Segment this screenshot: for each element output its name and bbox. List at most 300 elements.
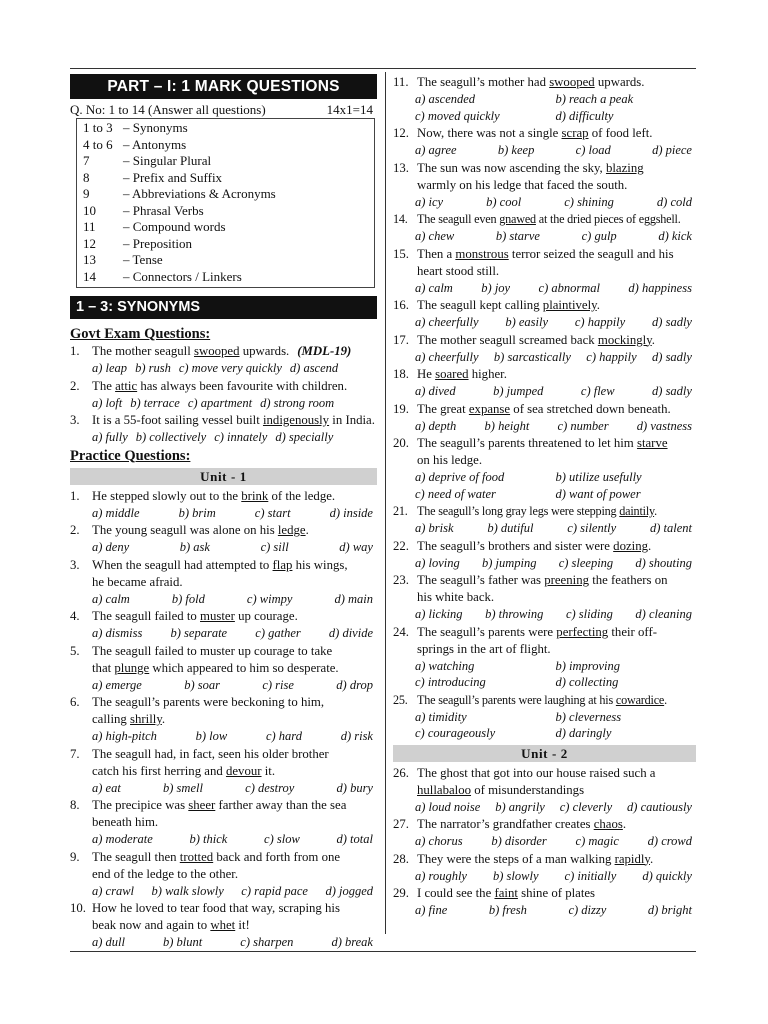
question-text-post: . [648, 538, 652, 553]
question-number: 23. [393, 573, 409, 587]
top-rule [70, 68, 696, 69]
option: c) number [557, 418, 609, 433]
syllabus-topic: – Synonyms [123, 120, 188, 135]
question-block [70, 343, 377, 377]
syllabus-row [83, 269, 374, 286]
syllabus-topic: – Phrasal Verbs [123, 202, 204, 218]
option: d) inside [329, 505, 373, 520]
question-row [393, 435, 696, 452]
option-list [70, 429, 377, 446]
question-row [70, 917, 377, 934]
question-text [417, 538, 696, 555]
question-text-post: it! [235, 918, 250, 932]
question-row [70, 814, 377, 831]
question-text-pre: The seagull’s mother had [417, 75, 550, 89]
option: a) roughly [415, 868, 467, 883]
question-block [70, 488, 377, 522]
question-row [393, 160, 696, 177]
syllabus-row [83, 236, 374, 253]
govt-question-list [70, 343, 377, 446]
question-number [70, 763, 92, 780]
question-block [70, 378, 377, 412]
option: d) shouting [635, 555, 692, 570]
question-block [393, 332, 696, 366]
syllabus-row [83, 219, 374, 236]
option: a) calm [92, 591, 130, 606]
question-text [92, 660, 377, 677]
option: a) chorus [415, 834, 463, 848]
govt-heading: Govt Exam Questions: [70, 326, 211, 342]
question-text-post: their off- [608, 624, 657, 639]
question-block [70, 522, 377, 556]
question-text-pre: Then a [417, 246, 456, 261]
question-text-post: back and forth from one [213, 849, 341, 864]
option: c) sill [260, 540, 289, 554]
option-list [393, 658, 696, 691]
option: b) walk slowly [151, 883, 224, 898]
option: b) height [484, 418, 530, 433]
question-text-post: terror seized the seagull and his [508, 246, 674, 261]
question-number: 6. [70, 695, 80, 709]
option: a) crawl [92, 883, 135, 898]
qno-text: Q. No: 1 to 14 (Answer all questions) [70, 102, 266, 117]
option: a) timidity [415, 709, 467, 724]
question-text [417, 160, 696, 177]
option-list [393, 194, 696, 211]
question-text-post: of sea stretched down beneath. [510, 401, 671, 416]
question-instructions [70, 101, 377, 118]
question-block [70, 849, 377, 900]
question-number: 3. [70, 413, 80, 427]
question-text [417, 177, 696, 194]
question-number: 1. [70, 344, 80, 358]
question-text [92, 917, 377, 934]
question-number: 22. [393, 538, 409, 553]
question-text-pre: The young seagull was alone on his [92, 523, 278, 537]
option: b) soar [184, 677, 220, 692]
question-row [393, 692, 696, 709]
option: d) ascend [289, 361, 339, 375]
option: c) happily [574, 315, 626, 329]
question-text [417, 885, 696, 902]
question-number: 18. [393, 367, 409, 381]
question-text-pre: he became afraid. [92, 574, 183, 589]
option: c) load [575, 143, 611, 157]
question-text-post: up courage. [234, 609, 298, 623]
question-row [393, 401, 696, 418]
option: d) kick [658, 229, 692, 243]
question-number: 5. [70, 643, 80, 658]
option: c) cleverly [559, 799, 613, 814]
question-row [393, 624, 696, 641]
question-text-pre: The seagull’s long gray legs were stepping [417, 504, 620, 518]
option: a) loud noise [415, 799, 481, 814]
question-text-pre: The ghost that got into our house raised such a [417, 765, 656, 780]
syllabus-row [83, 120, 374, 137]
question-number: 7. [70, 746, 80, 761]
option: b) cool [486, 194, 522, 209]
option-list [393, 383, 696, 400]
option: c) happily [586, 349, 637, 364]
question-text-post: . [651, 332, 655, 347]
question-text-pre: How he loved to tear food that way, scraping his [92, 901, 340, 915]
syllabus-range: 1 to 3 [83, 120, 113, 135]
section-title: 1 – 3: SYNONYMS [70, 296, 377, 319]
option: d) vastness [636, 418, 692, 433]
syllabus-row [83, 203, 374, 220]
key-word: dozing [613, 538, 649, 553]
question-number [70, 711, 92, 728]
question-number: 3. [70, 557, 80, 572]
question-row [70, 522, 377, 539]
question-block [393, 885, 696, 919]
question-text-pre: The seagull even [417, 212, 500, 226]
question-row [393, 74, 696, 91]
question-text [417, 782, 696, 799]
option: d) divide [328, 626, 373, 640]
key-word: trotted [179, 849, 214, 864]
option-list [393, 280, 696, 297]
option: c) destroy [245, 780, 295, 795]
option: b) starve [495, 229, 540, 243]
question-block [70, 608, 377, 642]
question-text-pre: end of the ledge to the other. [92, 866, 239, 881]
question-row [70, 900, 377, 917]
question-text [417, 765, 696, 782]
option: d) drop [336, 677, 373, 692]
question-text [92, 763, 377, 780]
question-text-pre: They were the steps of a man walking [417, 851, 615, 866]
option: d) cold [656, 194, 692, 209]
option: b) rush [135, 361, 171, 375]
question-number: 9. [70, 849, 80, 864]
option-list [70, 625, 377, 642]
question-number: 20. [393, 436, 409, 450]
option: d) sadly [652, 349, 692, 364]
question-row [70, 557, 377, 574]
question-number: 25. [393, 692, 408, 707]
marks: 14x1=14 [326, 102, 373, 117]
question-text [417, 692, 696, 709]
option: b) sarcastically [493, 349, 571, 364]
question-row [393, 538, 696, 555]
option-list [393, 314, 696, 331]
question-text-pre: warmly on his ledge that faced the south. [417, 177, 628, 192]
option: d) jogged [325, 883, 373, 898]
option: c) gulp [581, 229, 617, 243]
question-text-pre: his white back. [417, 590, 495, 604]
question-number [70, 917, 92, 934]
question-block [393, 297, 696, 331]
syllabus-row [83, 137, 374, 154]
syllabus-range: 7 [83, 153, 90, 168]
question-number: 29. [393, 886, 409, 900]
option: d) cleaning [635, 607, 692, 621]
question-text-pre: The [92, 378, 116, 393]
option: b) keep [497, 143, 535, 157]
question-text [92, 378, 377, 395]
question-row [393, 263, 696, 280]
option: a) loving [415, 555, 460, 570]
question-number: 2. [70, 378, 80, 393]
question-row [393, 572, 696, 589]
option-list [70, 591, 377, 608]
option: a) agree [415, 143, 457, 157]
question-block [393, 366, 696, 400]
option: d) piece [652, 143, 692, 157]
option: b) ask [179, 540, 210, 554]
option: d) break [331, 935, 373, 949]
option-list [393, 469, 696, 502]
question-block [393, 851, 696, 885]
option: b) utilize usefully [555, 470, 642, 484]
option: d) collecting [555, 675, 619, 689]
question-text-pre: that [92, 660, 115, 675]
option: a) fully [92, 430, 128, 444]
key-word: monstrous [455, 246, 509, 261]
option: c) slow [264, 832, 300, 846]
question-block [70, 694, 377, 745]
option-list [393, 91, 696, 124]
question-number [393, 589, 417, 606]
option: c) rise [262, 677, 294, 692]
option-list [393, 142, 696, 159]
question-row [70, 711, 377, 728]
question-row [393, 641, 696, 658]
option-list [70, 539, 377, 556]
question-row [70, 643, 377, 660]
syllabus-topic: – Abbreviations & Acronyms [123, 186, 276, 201]
question-text [417, 435, 696, 452]
question-text [92, 694, 377, 711]
option-list [393, 606, 696, 623]
question-row [70, 660, 377, 677]
key-word: brink [241, 488, 269, 503]
question-block [393, 125, 696, 159]
question-number [70, 814, 92, 831]
option: a) middle [92, 505, 140, 520]
question-number: 17. [393, 332, 409, 347]
option: a) licking [415, 607, 463, 621]
question-row [393, 816, 696, 833]
syllabus-range: 4 to 6 [83, 136, 113, 152]
question-number: 1. [70, 488, 80, 503]
option-list [393, 418, 696, 435]
question-text-post: . [161, 712, 166, 726]
option-list [393, 799, 696, 816]
option: b) terrace [130, 395, 180, 410]
key-word: cowardice [615, 692, 665, 707]
option: b) low [195, 729, 228, 743]
option: b) reach a peak [555, 92, 634, 106]
question-text-pre: calling [92, 712, 131, 726]
syllabus-topic: – Prefix and Suffix [123, 169, 223, 185]
option: c) apartment [187, 395, 253, 410]
question-number: 13. [393, 160, 409, 175]
option: c) innately [214, 430, 268, 444]
question-text-pre: The mother seagull [92, 344, 194, 358]
question-text-post: farther away than the sea [215, 798, 347, 812]
question-number: 21. [393, 504, 408, 518]
right-column [393, 74, 696, 920]
question-row [393, 246, 696, 263]
key-word: sheer [188, 798, 216, 812]
option: a) deny [92, 540, 130, 554]
question-block [393, 765, 696, 816]
option: c) sliding [565, 607, 613, 621]
question-row [70, 343, 377, 360]
question-number: 28. [393, 851, 409, 866]
key-word: blazing [605, 160, 644, 175]
option: c) wimpy [246, 591, 293, 606]
option-list [70, 883, 377, 900]
question-text [92, 557, 377, 574]
question-text-pre: The seagull failed to muster up courage to take [92, 643, 333, 658]
option: c) start [254, 505, 291, 520]
syllabus-range: 12 [83, 235, 96, 251]
question-row [393, 885, 696, 902]
question-block [70, 412, 377, 446]
option: b) disorder [491, 834, 547, 848]
option: c) flew [580, 384, 615, 398]
option: a) cheerfully [415, 315, 479, 329]
question-number [393, 177, 417, 194]
question-number: 12. [393, 126, 409, 140]
option: b) joy [481, 280, 511, 295]
option: a) chew [415, 229, 455, 243]
question-row [393, 851, 696, 868]
left-question-list [70, 488, 377, 951]
syllabus-range: 13 [83, 252, 96, 267]
question-text [92, 814, 377, 831]
syllabus-range: 11 [83, 219, 96, 234]
question-text [417, 211, 696, 228]
question-row [393, 125, 696, 142]
option-list [393, 520, 696, 537]
question-row [70, 574, 377, 591]
option: d) sadly [652, 315, 692, 329]
question-number: 16. [393, 298, 409, 312]
key-word: scrap [561, 126, 589, 140]
question-text [417, 125, 696, 142]
question-row [70, 488, 377, 505]
option: c) silently [567, 521, 617, 535]
question-block [393, 435, 696, 502]
syllabus-box [76, 118, 375, 288]
option: c) initially [564, 868, 617, 883]
option-list [70, 831, 377, 848]
question-row [70, 608, 377, 625]
question-text [92, 797, 377, 814]
syllabus-topic: – Singular Plural [123, 153, 212, 168]
question-block [70, 746, 377, 797]
question-text-pre: The seagull kept calling [417, 298, 543, 312]
question-number: 27. [393, 817, 409, 831]
option: b) slowly [493, 868, 539, 883]
syllabus-range: 9 [83, 186, 90, 201]
option: a) leap [92, 361, 128, 375]
key-word: mockingly [597, 332, 652, 347]
key-word: faint [494, 886, 518, 900]
question-block [393, 624, 696, 691]
option: d) bright [647, 903, 692, 917]
question-text-pre: The seagull had, in fact, seen his older brother [92, 746, 329, 761]
key-word: swooped [549, 75, 595, 89]
question-number: 4. [70, 609, 80, 623]
option: d) daringly [555, 726, 612, 740]
option: a) loft [92, 395, 123, 410]
question-row [393, 332, 696, 349]
option-list [393, 709, 696, 742]
option: a) cheerfully [415, 349, 479, 364]
question-row [393, 589, 696, 606]
key-word: ledge [277, 523, 306, 537]
option: a) fine [415, 903, 448, 917]
question-block [70, 797, 377, 848]
syllabus-row [83, 252, 374, 269]
question-row [393, 211, 696, 228]
option: d) happiness [628, 280, 692, 295]
question-text-post: . [654, 504, 657, 518]
option-list [393, 555, 696, 572]
question-text-pre: It is a 55-foot sailing vessel built [92, 413, 263, 427]
option: c) courageously [415, 726, 496, 740]
question-number: 8. [70, 798, 80, 812]
option: b) jumping [481, 555, 537, 570]
question-text-post: . [650, 851, 654, 866]
question-text-pre: The seagull’s brothers and sister were [417, 538, 614, 553]
question-block [393, 816, 696, 850]
option: c) need of water [415, 486, 496, 501]
question-block [393, 572, 696, 623]
option-list [393, 868, 696, 885]
question-text [92, 412, 377, 429]
option: b) cleverness [555, 709, 622, 724]
option: b) dutiful [487, 521, 534, 535]
option: b) blunt [163, 935, 203, 949]
question-text-post: upwards. [594, 75, 645, 89]
question-text-pre: The seagull’s parents were laughing at his [417, 692, 616, 707]
option: c) introducing [415, 675, 486, 689]
question-text-post: has always been favourite with children. [137, 378, 348, 393]
question-row [393, 297, 696, 314]
question-text [92, 643, 377, 660]
key-word: attic [115, 378, 138, 393]
unit2-question-list [393, 765, 696, 919]
part-title: PART – I: 1 MARK QUESTIONS [70, 74, 377, 99]
option: b) easily [505, 315, 549, 329]
practice-heading: Practice Questions: [70, 447, 191, 464]
option: d) want of power [555, 486, 641, 501]
option: a) eat [92, 780, 121, 795]
key-word: hullabaloo [417, 782, 472, 797]
question-number [70, 660, 92, 677]
syllabus-topic: – Compound words [123, 219, 226, 234]
option: c) sleeping [558, 555, 614, 570]
question-row [393, 452, 696, 469]
question-block [70, 557, 377, 608]
syllabus-topic: – Preposition [123, 235, 192, 251]
question-text [417, 816, 696, 833]
question-text [417, 401, 696, 418]
question-text [417, 851, 696, 868]
option: a) deprive of food [415, 470, 505, 484]
option: b) brim [178, 505, 216, 520]
syllabus-row [83, 186, 374, 203]
option-list [70, 677, 377, 694]
option: a) icy [415, 194, 444, 209]
syllabus-range: 10 [83, 202, 96, 218]
